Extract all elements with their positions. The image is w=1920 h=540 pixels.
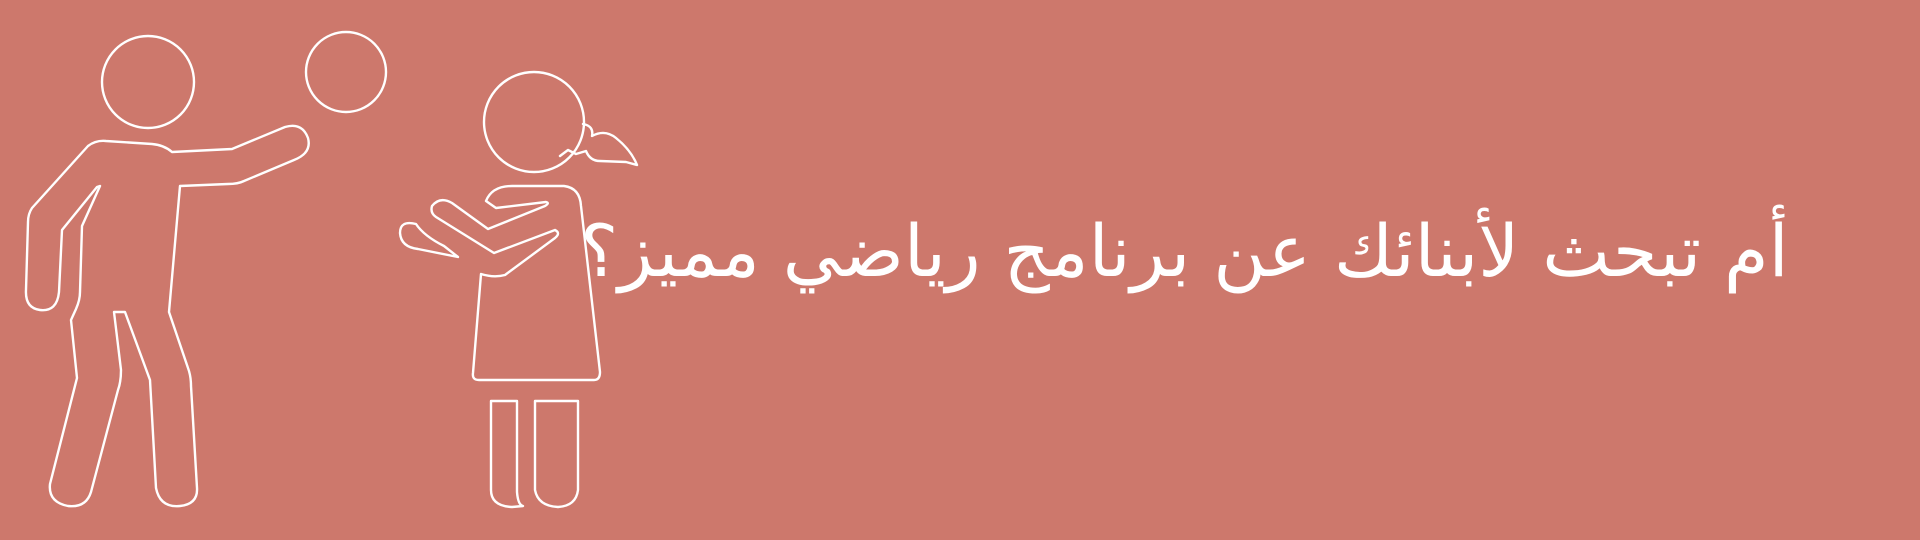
boy-head	[102, 36, 194, 128]
girl-left-hand	[400, 223, 458, 257]
girl-ponytail	[560, 124, 637, 165]
ball-icon	[306, 32, 386, 112]
boy-upper-body	[26, 126, 309, 506]
girl-left-leg	[491, 401, 523, 507]
girl-head	[484, 72, 584, 172]
boy-figure-icon	[26, 36, 309, 506]
girl-dress	[432, 186, 601, 380]
girl-right-leg	[535, 401, 578, 507]
headline: أم تبحث لأبنائك عن برنامج رياضي مميز؟	[580, 209, 1789, 293]
children-playing-ball-icon	[0, 0, 660, 540]
